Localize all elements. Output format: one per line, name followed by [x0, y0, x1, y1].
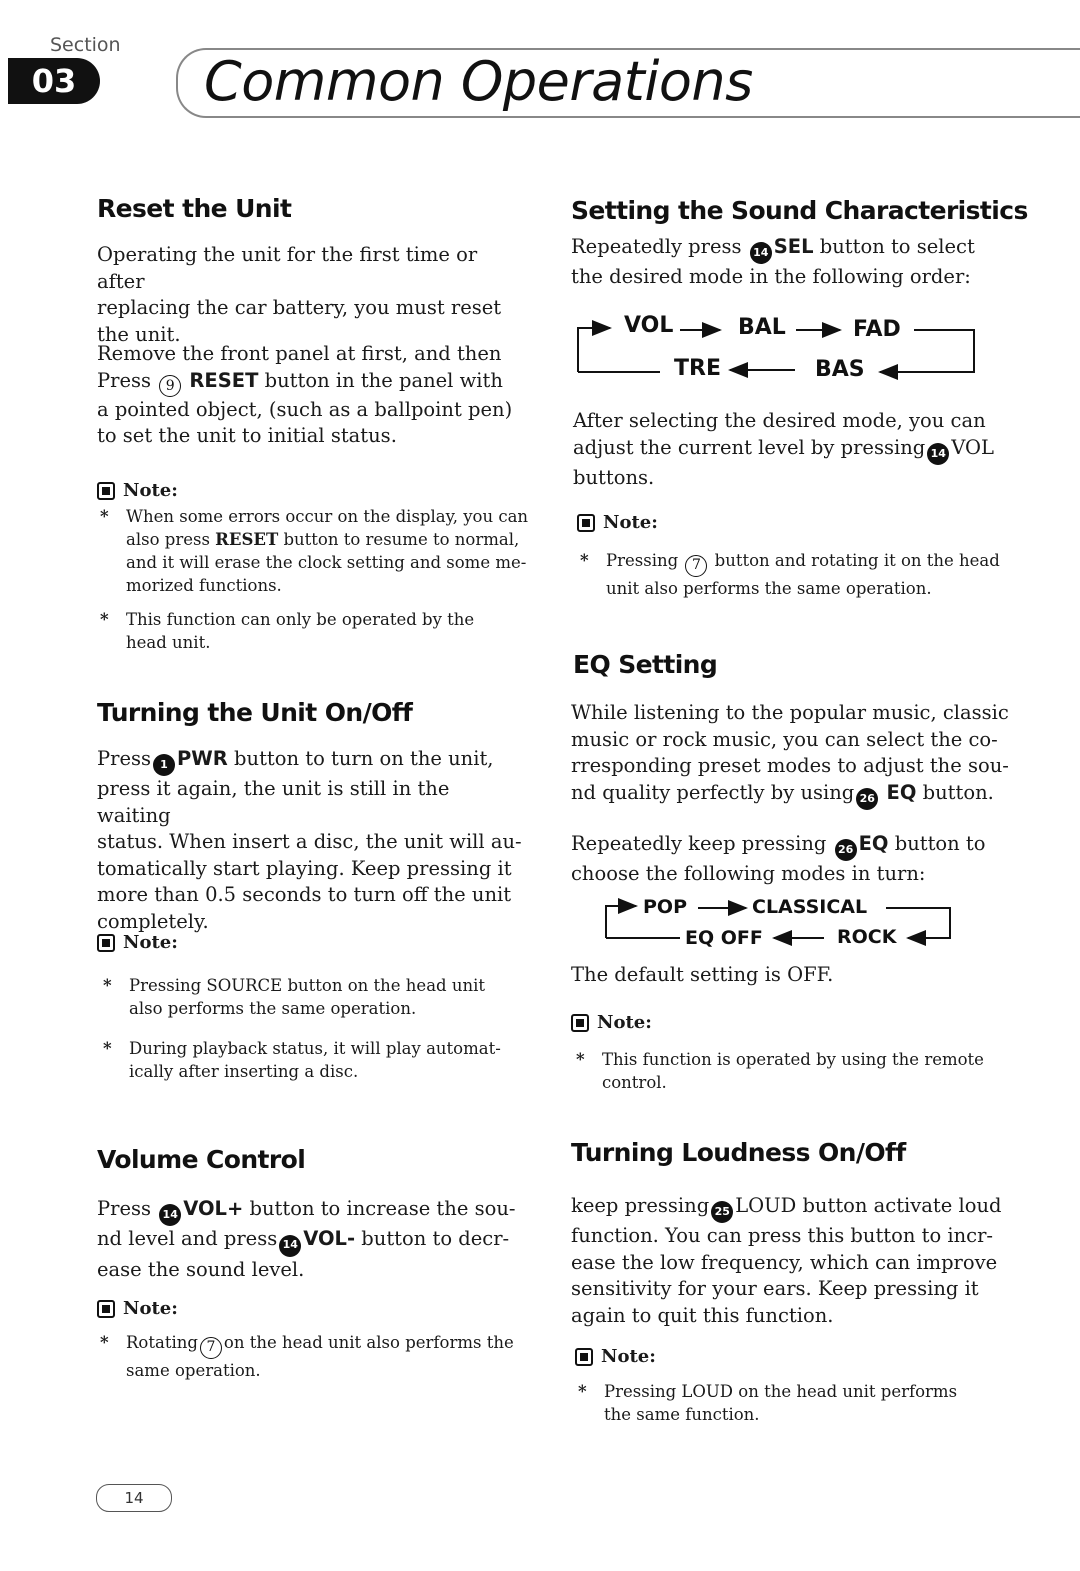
eq-note: * This function is operated by using the remote control.	[576, 1050, 984, 1092]
volume-note: * Rotating 7 on the head unit also performs the same operation.	[100, 1333, 514, 1380]
eq-note-label: Note:	[571, 1012, 652, 1033]
vol-minus-label: VOL-	[303, 1227, 356, 1251]
reset-note-1: * When some errors occur on the display, you can also press RESET button to resume to normal, and it will erase the clock setting and some me- morized functions.	[100, 507, 529, 595]
loudness-note-label: Note:	[575, 1346, 656, 1367]
button-26-icon: 26	[856, 788, 878, 810]
power-note-2: * During playback status, it will play automat- ically after inserting a disc.	[103, 1039, 501, 1081]
note-icon	[571, 1014, 589, 1032]
volume-paragraph: Press 14 VOL+ button to increase the sou- nd level and press 14 VOL- button to decr- ease the sound level.	[97, 1197, 516, 1281]
sound-note-label: Note:	[577, 512, 658, 533]
sound-paragraph: Repeatedly press 14 SEL button to select the desired mode in the following order:	[571, 235, 975, 289]
reset-paragraph-1: Operating the unit for the first time or after replacing the car battery, you must reset the unit.	[97, 243, 502, 346]
power-note-label: Note:	[97, 932, 178, 953]
button-9-icon: 9	[159, 375, 181, 397]
sel-button-label: SEL	[773, 235, 814, 258]
button-14-icon: 14	[927, 443, 949, 465]
volume-note-label: Note:	[97, 1298, 178, 1319]
page-number: 14	[96, 1484, 172, 1512]
flow-rock: ROCK	[837, 926, 897, 948]
sound-note: * Pressing 7 button and rotating it on the head unit also performs the same operation.	[580, 551, 1000, 598]
volume-heading: Volume Control	[97, 1145, 306, 1174]
button-7-icon: 7	[200, 1337, 222, 1359]
flow-pop: POP	[643, 896, 688, 918]
button-14-icon: 14	[750, 242, 772, 264]
loudness-note: * Pressing LOUD on the head unit performs the same function.	[578, 1382, 958, 1424]
eq-button-label: EQ	[886, 780, 917, 804]
note-icon	[575, 1348, 593, 1366]
flow-tre: TRE	[674, 356, 721, 381]
flow-fad: FAD	[853, 317, 901, 342]
note-icon	[97, 934, 115, 952]
flow-vol: VOL	[624, 313, 674, 338]
reset-button-label: RESET	[189, 368, 259, 392]
reset-heading: Reset the Unit	[97, 194, 292, 223]
sound-heading: Setting the Sound Characteristics	[571, 196, 1028, 225]
flow-classical: CLASSICAL	[752, 896, 868, 918]
eq-heading: EQ Setting	[573, 650, 718, 679]
section-label: Section	[50, 34, 121, 56]
vol-plus-label: VOL+	[183, 1197, 244, 1220]
pwr-button-label: PWR	[177, 747, 228, 770]
button-1-icon: 1	[153, 754, 175, 776]
eq-default-text: The default setting is OFF.	[571, 963, 834, 986]
eq-paragraph-1: While listening to the popular music, classic music or rock music, you can select the co- rresponding preset modes to adjust the sou- nd quality perfectly by using 26 EQ button.	[571, 700, 1011, 810]
eq-button-label: EQ	[858, 832, 889, 855]
flow-bas: BAS	[815, 357, 865, 382]
power-note-1: * Pressing SOURCE button on the head unit also performs the same operation.	[103, 976, 485, 1018]
note-icon	[97, 1300, 115, 1318]
button-7-icon: 7	[685, 555, 707, 577]
button-26-icon: 26	[835, 839, 857, 861]
button-14-icon: 14	[279, 1235, 301, 1257]
power-paragraph: Press 1 PWR button to turn on the unit, press it again, the unit is still in the waiting status. When insert a disc, the unit will au- tomatically start playing. Keep pressing it more than 0.5 seconds to turn off the unit completely.	[97, 747, 522, 933]
loud-button-label: LOUD	[735, 1194, 797, 1217]
reset-paragraph-2: Remove the front panel at first, and then Press 9 RESET button in the panel with a pointed object, (such as a ballpoint pen) to set the unit to initial status.	[97, 342, 513, 448]
power-heading: Turning the Unit On/Off	[97, 698, 413, 727]
flow-bal: BAL	[738, 315, 786, 340]
section-number-badge: 03	[8, 58, 100, 104]
note-icon	[577, 514, 595, 532]
eq-paragraph-2: Repeatedly keep pressing 26 EQ button to choose the following modes in turn:	[571, 832, 986, 886]
page-title: Common Operations	[204, 50, 753, 113]
button-14-icon: 14	[159, 1204, 181, 1226]
loudness-heading: Turning Loudness On/Off	[571, 1138, 906, 1167]
flow-eq-off: EQ OFF	[685, 927, 763, 949]
note-icon	[97, 482, 115, 500]
sound-after-paragraph: After selecting the desired mode, you can adjust the current level by pressing 14 VOL buttons.	[573, 409, 994, 489]
button-25-icon: 25	[711, 1201, 733, 1223]
reset-note-2: * This function can only be operated by the head unit.	[100, 610, 475, 652]
reset-note-label: Note:	[97, 480, 178, 501]
loudness-paragraph: keep pressing 25 LOUD button activate loud function. You can press this button to incr- ease the low frequency, which can improve sensitivity for your ears. Keep pressing it again to quit this function.	[571, 1194, 1002, 1327]
